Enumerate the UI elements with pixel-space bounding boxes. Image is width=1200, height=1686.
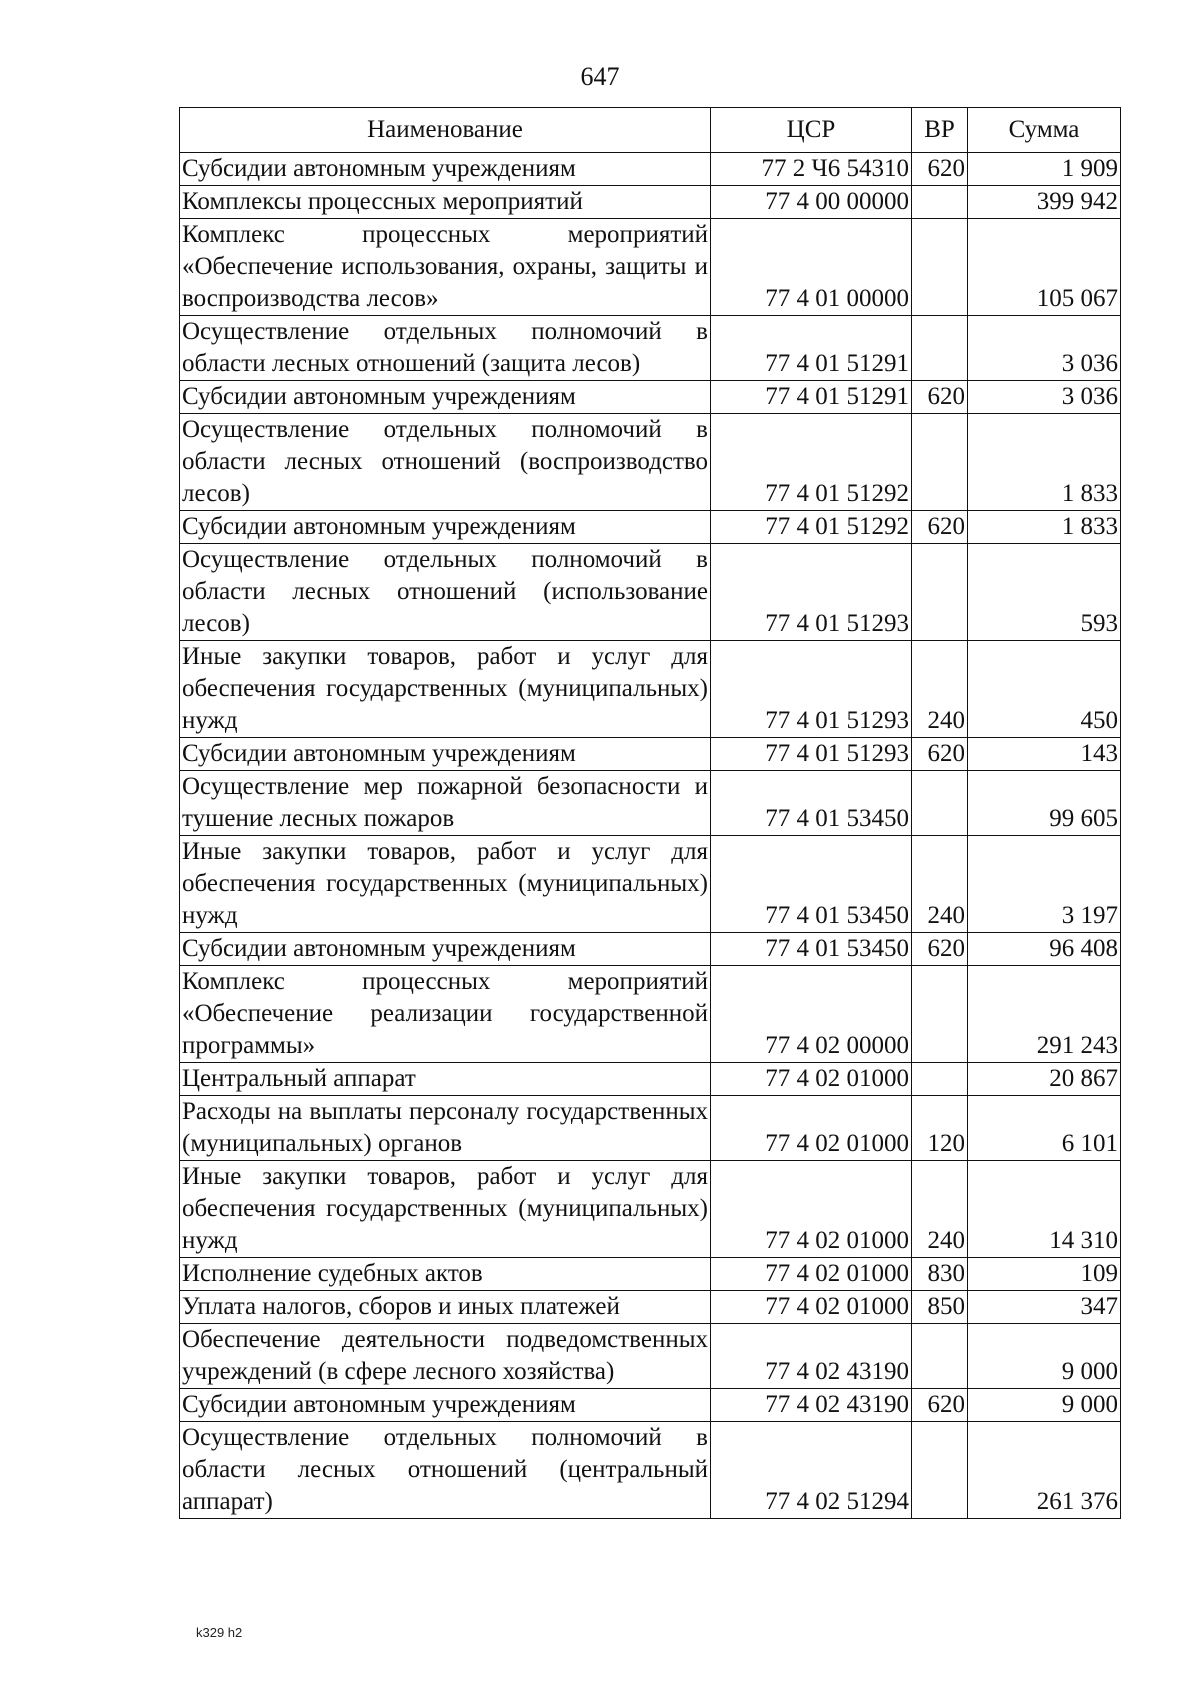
page-number: 647 xyxy=(580,62,620,91)
row-sum: 9 000 xyxy=(968,1389,1121,1422)
row-csr: 77 4 01 51293 xyxy=(711,544,912,641)
row-name: Осуществление отдельных полномочий в области лесных отношений (использование лесов) xyxy=(180,544,711,641)
row-vr xyxy=(912,1063,968,1096)
row-vr xyxy=(912,544,968,641)
table-row xyxy=(180,1389,1121,1422)
row-sum: 96 408 xyxy=(968,933,1121,966)
table-row xyxy=(180,153,1121,186)
table-row xyxy=(180,511,1121,544)
row-name: Субсидии автономным учреждениям xyxy=(180,381,711,414)
table-row xyxy=(180,1324,1121,1389)
table-row xyxy=(180,738,1121,771)
row-name: Расходы на выплаты персоналу государственных (муниципальных) органов xyxy=(180,1096,711,1161)
row-sum: 3 036 xyxy=(968,381,1121,414)
row-csr: 77 4 02 01000 xyxy=(711,1291,912,1324)
row-name: Комплексы процессных мероприятий xyxy=(180,186,711,219)
table-row xyxy=(180,219,1121,316)
row-vr: 120 xyxy=(912,1096,968,1161)
row-name: Субсидии автономным учреждениям xyxy=(180,933,711,966)
table-row xyxy=(180,966,1121,1063)
row-sum: 450 xyxy=(968,641,1121,738)
row-csr: 77 4 01 53450 xyxy=(711,771,912,836)
table-row xyxy=(180,1096,1121,1161)
row-name: Субсидии автономным учреждениям xyxy=(180,1389,711,1422)
table-row xyxy=(180,771,1121,836)
row-sum: 291 243 xyxy=(968,966,1121,1063)
row-name: Центральный аппарат xyxy=(180,1063,711,1096)
row-sum: 593 xyxy=(968,544,1121,641)
table-row xyxy=(180,836,1121,933)
row-vr: 620 xyxy=(912,933,968,966)
row-csr: 77 2 Ч6 54310 xyxy=(711,153,912,186)
row-name: Иные закупки товаров, работ и услуг для обеспечения государственных (муниципальных) нужд xyxy=(180,641,711,738)
row-vr xyxy=(912,966,968,1063)
row-csr: 77 4 02 43190 xyxy=(711,1389,912,1422)
row-csr: 77 4 02 01000 xyxy=(711,1161,912,1258)
row-name: Иные закупки товаров, работ и услуг для обеспечения государственных (муниципальных) нужд xyxy=(180,1161,711,1258)
row-vr: 620 xyxy=(912,153,968,186)
row-name: Комплекс процессных мероприятий «Обеспечение реализации государственной программы» xyxy=(180,966,711,1063)
row-vr xyxy=(912,1422,968,1519)
table-header-row xyxy=(180,108,1121,153)
footer-document-code: k329 h2 xyxy=(196,1625,243,1640)
row-csr: 77 4 01 51293 xyxy=(711,641,912,738)
row-sum: 105 067 xyxy=(968,219,1121,316)
row-sum: 20 867 xyxy=(968,1063,1121,1096)
table-row xyxy=(180,544,1121,641)
row-vr: 240 xyxy=(912,1161,968,1258)
row-sum: 1 833 xyxy=(968,414,1121,511)
row-csr: 77 4 01 51293 xyxy=(711,738,912,771)
table-row xyxy=(180,414,1121,511)
row-vr: 240 xyxy=(912,641,968,738)
row-csr: 77 4 02 00000 xyxy=(711,966,912,1063)
row-sum: 1 909 xyxy=(968,153,1121,186)
row-csr: 77 4 01 51292 xyxy=(711,414,912,511)
header-vr: ВР xyxy=(912,108,968,153)
header-csr: ЦСР xyxy=(711,108,912,153)
row-name: Иные закупки товаров, работ и услуг для обеспечения государственных (муниципальных) нужд xyxy=(180,836,711,933)
table-row xyxy=(180,641,1121,738)
table-row xyxy=(180,933,1121,966)
row-vr xyxy=(912,186,968,219)
row-vr: 850 xyxy=(912,1291,968,1324)
row-sum: 9 000 xyxy=(968,1324,1121,1389)
row-csr: 77 4 01 51291 xyxy=(711,381,912,414)
row-csr: 77 4 01 00000 xyxy=(711,219,912,316)
table-row xyxy=(180,1258,1121,1291)
row-vr xyxy=(912,414,968,511)
table-row xyxy=(180,1161,1121,1258)
row-vr xyxy=(912,771,968,836)
table-row xyxy=(180,381,1121,414)
row-name: Комплекс процессных мероприятий «Обеспечение использования, охраны, защиты и воспроизводства лесов» xyxy=(180,219,711,316)
row-csr: 77 4 02 51294 xyxy=(711,1422,912,1519)
row-name: Субсидии автономным учреждениям xyxy=(180,738,711,771)
row-name: Осуществление мер пожарной безопасности и тушение лесных пожаров xyxy=(180,771,711,836)
row-vr: 620 xyxy=(912,381,968,414)
row-csr: 77 4 02 01000 xyxy=(711,1063,912,1096)
row-vr: 240 xyxy=(912,836,968,933)
row-sum: 14 310 xyxy=(968,1161,1121,1258)
table-row xyxy=(180,1291,1121,1324)
row-name: Исполнение судебных актов xyxy=(180,1258,711,1291)
row-csr: 77 4 01 53450 xyxy=(711,933,912,966)
row-sum: 6 101 xyxy=(968,1096,1121,1161)
row-vr: 620 xyxy=(912,1389,968,1422)
row-vr: 620 xyxy=(912,738,968,771)
table-row xyxy=(180,186,1121,219)
row-vr xyxy=(912,316,968,381)
header-name: Наименование xyxy=(180,108,711,153)
row-name: Осуществление отдельных полномочий в области лесных отношений (защита лесов) xyxy=(180,316,711,381)
row-csr: 77 4 02 01000 xyxy=(711,1258,912,1291)
row-csr: 77 4 01 53450 xyxy=(711,836,912,933)
row-csr: 77 4 02 01000 xyxy=(711,1096,912,1161)
row-sum: 261 376 xyxy=(968,1422,1121,1519)
row-sum: 347 xyxy=(968,1291,1121,1324)
row-sum: 1 833 xyxy=(968,511,1121,544)
row-vr: 620 xyxy=(912,511,968,544)
row-vr xyxy=(912,219,968,316)
row-vr xyxy=(912,1324,968,1389)
row-vr: 830 xyxy=(912,1258,968,1291)
row-csr: 77 4 01 51291 xyxy=(711,316,912,381)
header-sum: Сумма xyxy=(968,108,1121,153)
row-sum: 3 197 xyxy=(968,836,1121,933)
budget-table xyxy=(179,107,1121,1519)
row-csr: 77 4 00 00000 xyxy=(711,186,912,219)
row-sum: 3 036 xyxy=(968,316,1121,381)
row-name: Субсидии автономным учреждениям xyxy=(180,511,711,544)
row-name: Уплата налогов, сборов и иных платежей xyxy=(180,1291,711,1324)
row-sum: 109 xyxy=(968,1258,1121,1291)
row-sum: 99 605 xyxy=(968,771,1121,836)
row-csr: 77 4 01 51292 xyxy=(711,511,912,544)
row-name: Осуществление отдельных полномочий в области лесных отношений (воспроизводство лесов) xyxy=(180,414,711,511)
table-row xyxy=(180,1063,1121,1096)
row-name: Осуществление отдельных полномочий в области лесных отношений (центральный аппарат) xyxy=(180,1422,711,1519)
row-name: Субсидии автономным учреждениям xyxy=(180,153,711,186)
row-name: Обеспечение деятельности подведомственных учреждений (в сфере лесного хозяйства) xyxy=(180,1324,711,1389)
table-row xyxy=(180,316,1121,381)
table-row xyxy=(180,1422,1121,1519)
row-csr: 77 4 02 43190 xyxy=(711,1324,912,1389)
row-sum: 399 942 xyxy=(968,186,1121,219)
row-sum: 143 xyxy=(968,738,1121,771)
